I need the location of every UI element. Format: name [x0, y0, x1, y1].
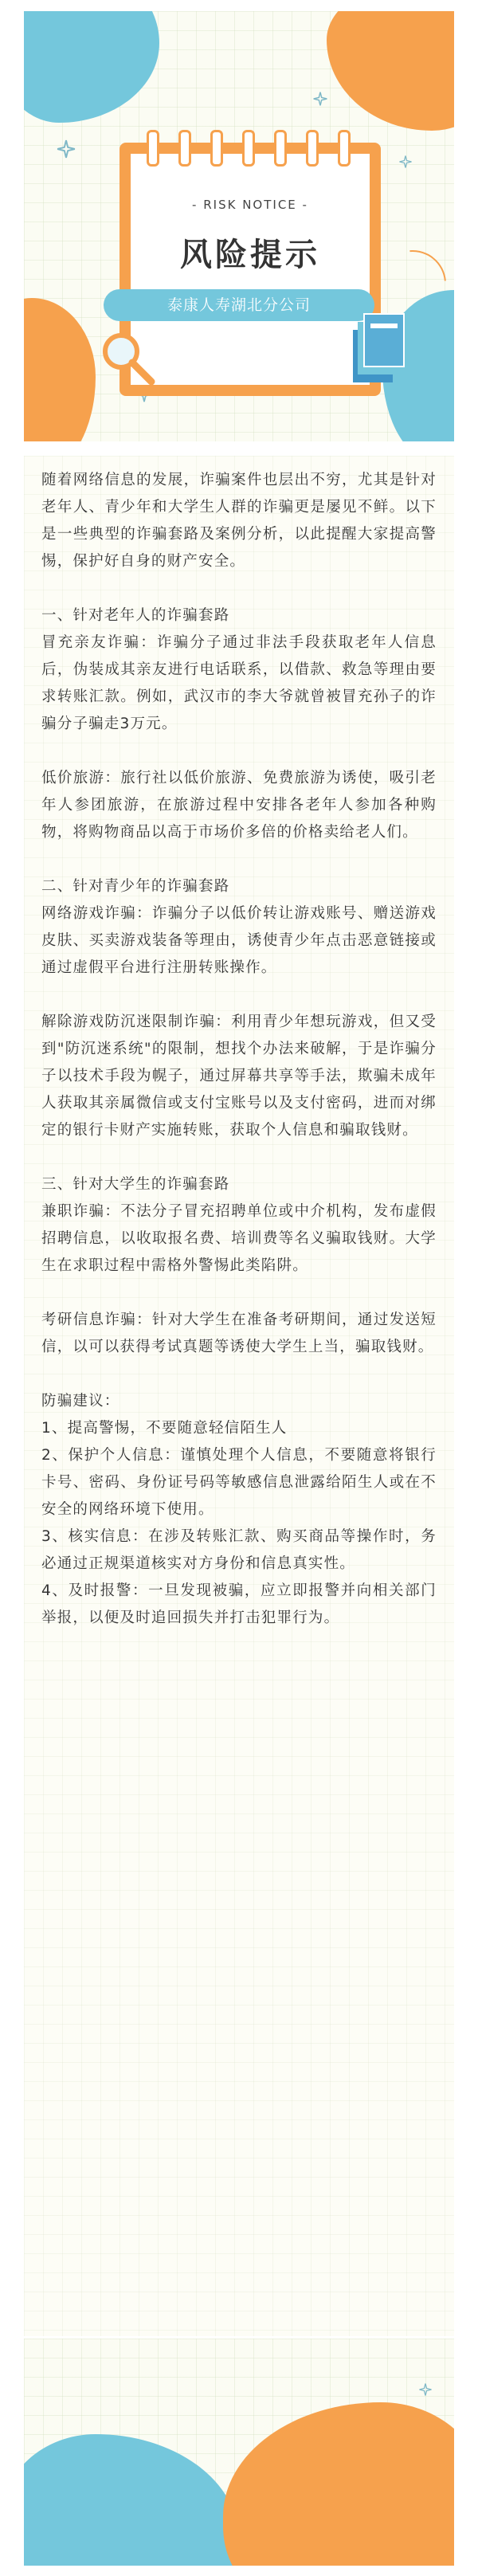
decor-blob-blue — [24, 11, 159, 123]
advice-item: 3、核实信息：在涉及转账汇款、购买商品等操作时，务必通过正规渠道核实对方身份和信息真实性。 — [41, 1528, 437, 1572]
magnifier-icon — [96, 326, 159, 390]
notice-subtitle: - RISK NOTICE - — [192, 198, 308, 212]
sparkle-icon — [418, 2382, 433, 2397]
intro-paragraph: 随着网络信息的发展，诈骗案件也层出不穷，尤其是针对老年人、青少年和大学生人群的诈骗更是屡见不鲜。以下是一些典型的诈骗套路及案例分析，以此提醒大家提高警惕，保护好自身的财产安全。 — [41, 472, 437, 570]
binder-ring — [242, 130, 255, 167]
paragraph: 兼职诈骗：不法分子冒充招聘单位或中介机构，发布虚假招聘信息，以收取报名费、培训费等名义骗取钱财。大学生在求职过程中需格外警惕此类陷阱。 — [41, 1203, 437, 1274]
section-heading: 二、针对青少年的诈骗套路 — [41, 878, 230, 895]
sparkle-icon — [56, 139, 76, 159]
binder-ring — [274, 130, 287, 167]
decor-blob-blue — [24, 2434, 239, 2566]
paragraph: 冒充亲友诈骗：诈骗分子通过非法手段获取老年人信息后，伪装成其亲友进行电话联系，以借款、救急等理由要求转账汇款。例如，武汉市的李大爷就曾被冒充孙子的诈骗分子骗走3万元。 — [41, 634, 437, 732]
paragraph: 低价旅游：旅行社以低价旅游、免费旅游为诱使，吸引老年人参团旅游，在旅游过程中安排各老年人参加各种购物，将购物商品以高于市场价多倍的价格卖给老人们。 — [41, 770, 437, 841]
sparkle-icon — [312, 91, 328, 107]
binder-ring — [147, 130, 159, 167]
binder-ring — [306, 130, 319, 167]
paragraph: 考研信息诈骗：针对大学生在准备考研期间，通过发送短信，以可以获得考试真题等诱使大学生上当，骗取钱财。 — [41, 1312, 437, 1355]
decor-blob-orange — [24, 298, 96, 441]
page-title: 风险提示 — [180, 237, 320, 273]
binder-ring — [338, 130, 351, 167]
binder-ring — [210, 130, 223, 167]
paragraph: 网络游戏诈骗：诈骗分子以低价转让游戏账号、赠送游戏皮肤、买卖游戏装备等理由，诱使青少年点击恶意链接或通过虚假平台进行注册转账操作。 — [41, 905, 437, 976]
section-heading: 三、针对大学生的诈骗套路 — [41, 1176, 230, 1193]
advice-item: 4、及时报警：一旦发现被骗，应立即报警并向相关部门举报，以便及时追回损失并打击犯罪行为。 — [41, 1582, 437, 1626]
decor-blob-orange — [327, 11, 454, 131]
footer-banner — [24, 2339, 454, 2566]
advice-item: 2、保护个人信息：谨慎处理个人信息，不要随意将银行卡号、密码、身份证号码等敏感信息泄露给陌生人或在不安全的网络环境下使用。 — [41, 1447, 437, 1518]
decor-blob-orange — [223, 2402, 454, 2566]
binder-ring — [178, 130, 191, 167]
section-heading: 一、针对老年人的诈骗套路 — [41, 607, 230, 624]
advice-item: 1、提高警惕，不要随意轻信陌生人 — [41, 1420, 288, 1437]
article-body — [24, 456, 454, 2336]
paragraph: 解除游戏防沉迷限制诈骗：利用青少年想玩游戏，但又受到"防沉迷系统"的限制，想找个办法来破解，于是诈骗分子以技术手段为幌子，通过屏幕共享等手法，欺骗未成年人获取其亲属微信或支付宝账号以及支付密码，进而对绑定的银行卡财产实施转账，获取个人信息和骗取钱财。 — [41, 1014, 437, 1139]
books-icon — [347, 306, 410, 386]
header-banner — [24, 11, 454, 441]
company-badge: 泰康人寿湖北分公司 — [104, 289, 374, 321]
advice-heading: 防骗建议： — [41, 1393, 120, 1410]
sparkle-icon — [398, 155, 413, 169]
